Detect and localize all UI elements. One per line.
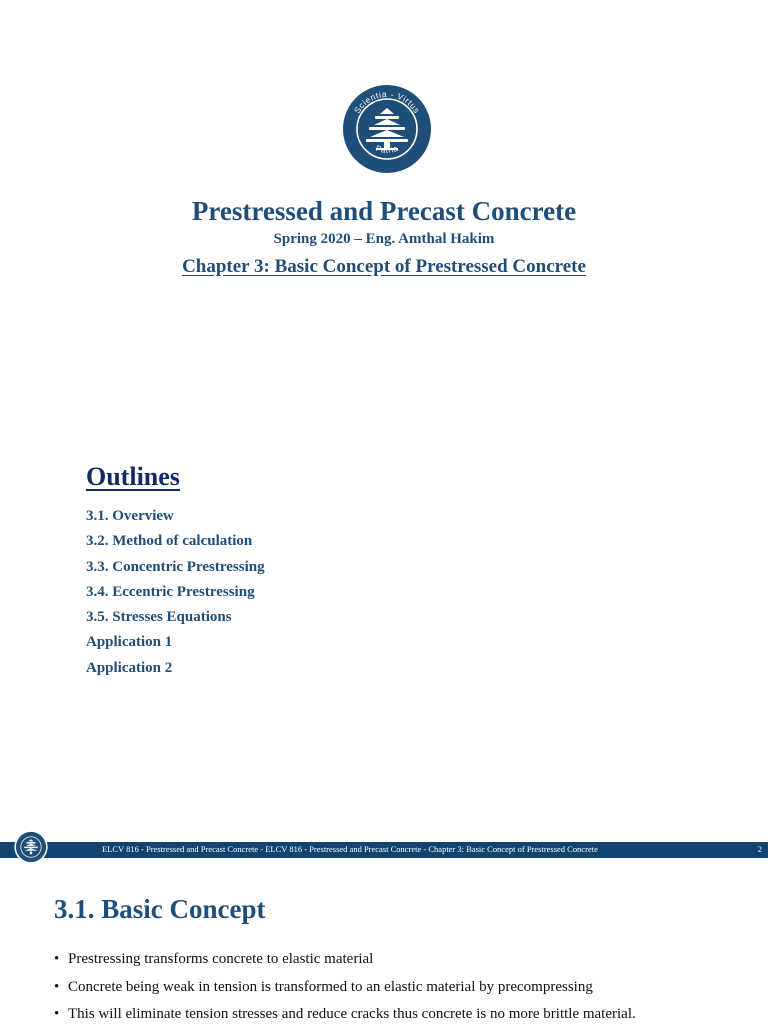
outline-item: 3.2. Method of calculation: [86, 533, 253, 550]
header-course-text: ELCV 816 - Prestressed and Precast Concrete - ELCV 816 - Prestressed and Precast Concrete - Chapter 3: Basic Concept of Prestressed Concrete: [102, 844, 598, 854]
university-seal-small-icon: [14, 830, 48, 864]
bullet-icon: •: [54, 1006, 60, 1022]
seal-bottom-text: Patria: [374, 143, 400, 155]
document-subtitle: Spring 2020 – Eng. Amthal Hakim: [273, 231, 495, 247]
bullet-text: This will eliminate tension stresses and reduce cracks thus concrete is no more brittle material.: [68, 1006, 636, 1022]
bullet-list: [54, 950, 754, 1033]
bullet-text: Prestressing transforms concrete to elastic material: [68, 951, 374, 967]
section-title: 3.1. Basic Concept: [54, 894, 266, 924]
bullet-item: [54, 978, 754, 1006]
outline-item: Application 2: [86, 659, 173, 676]
chapter-title: Chapter 3: Basic Concept of Prestressed Concrete: [182, 256, 586, 277]
page-header-bar: [0, 842, 768, 858]
document-title: Prestressed and Precast Concrete: [191, 196, 577, 226]
seal-top-text: Scientia - Virtus: [351, 88, 423, 116]
bullet-icon: •: [54, 951, 60, 967]
outline-item: 3.3. Concentric Prestressing: [86, 558, 265, 575]
bullet-icon: •: [54, 978, 60, 995]
bullet-item: [54, 950, 754, 978]
outline-item: 3.1. Overview: [86, 508, 174, 524]
outline-list: [86, 506, 265, 683]
outline-item: 3.5. Stresses Equations: [86, 609, 232, 626]
outline-item: Application 1: [86, 634, 173, 651]
outline-item: 3.4. Eccentric Prestressing: [86, 583, 255, 600]
university-seal-icon: [342, 84, 432, 174]
bullet-text: Concrete being weak in tension is transformed to an elastic material by precompressing: [68, 978, 593, 995]
page-number: 2: [757, 844, 762, 854]
chapter-heading: [0, 256, 768, 278]
outlines-heading: Outlines: [86, 462, 180, 491]
bullet-item: [54, 1005, 754, 1033]
